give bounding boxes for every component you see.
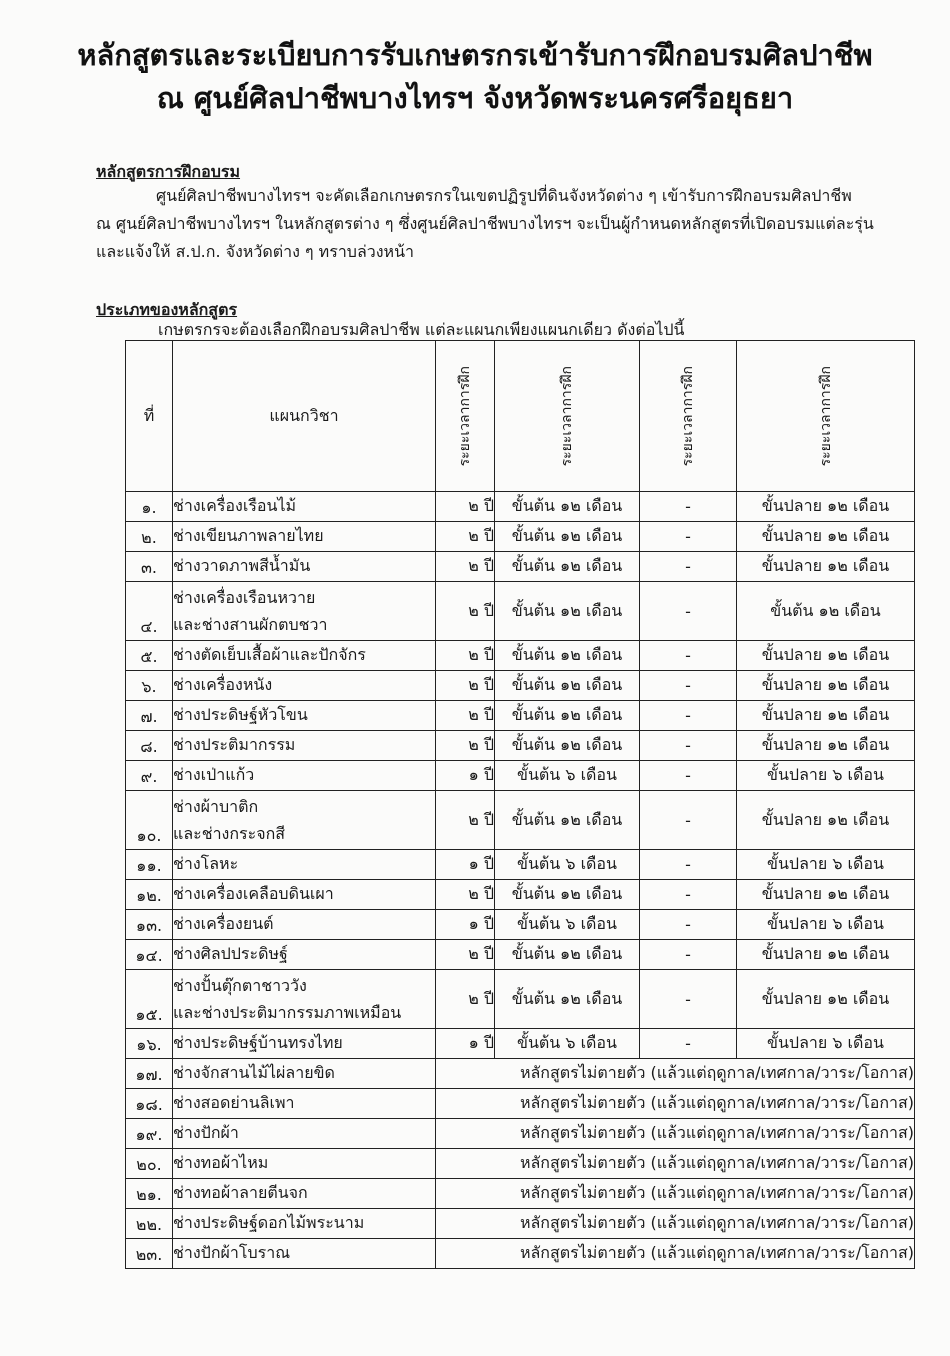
period-3-value: ขั้นปลาย ๖ เดือน [737, 1029, 915, 1059]
table-row [126, 1209, 915, 1239]
department-name: ช่างเครื่องหนัง [173, 671, 436, 701]
period-1-value: ขั้นต้น ๑๒ เดือน [495, 731, 640, 761]
period-1-value: ขั้นต้น ๑๒ เดือน [495, 582, 640, 641]
table-header-row [126, 341, 915, 492]
period-1-value: ขั้นต้น ๑๒ เดือน [495, 492, 640, 522]
period-1-value: ขั้นต้น ๑๒ เดือน [495, 701, 640, 731]
header-department: แผนกวิชา [173, 341, 436, 492]
table-row [126, 970, 915, 1029]
period-2-value: - [640, 641, 737, 671]
section-heading-course-types: ประเภทของหลักสูตร [96, 300, 238, 319]
period-3-value: ขั้นต้น ๑๒ เดือน [737, 582, 915, 641]
table-row [126, 1239, 915, 1269]
department-name: ช่างเครื่องเคลือบดินเผา [173, 880, 436, 910]
period-3-value: ขั้นปลาย ๑๒ เดือน [737, 791, 915, 850]
row-number: ๑๙. [126, 1119, 173, 1149]
course-duration: ๒ ปี [436, 522, 495, 552]
department-name-line-1: ช่างเครื่องเรือนหวาย [173, 588, 316, 607]
row-number: ๑๓. [126, 910, 173, 940]
period-3-value: ขั้นปลาย ๑๒ เดือน [737, 522, 915, 552]
course-duration: ๒ ปี [436, 880, 495, 910]
row-number: ๒๓. [126, 1239, 173, 1269]
period-3-value: ขั้นปลาย ๖ เดือน [737, 761, 915, 791]
department-name: ช่างปักผ้าโบราณ [173, 1239, 436, 1269]
period-2-value: - [640, 850, 737, 880]
row-number: ๕. [126, 641, 173, 671]
header-no: ที่ [126, 341, 173, 492]
course-duration: ๒ ปี [436, 641, 495, 671]
table-row [126, 1059, 915, 1089]
period-2-value: - [640, 552, 737, 582]
row-number: ๑๐. [126, 791, 173, 850]
paragraph-line: และแจ้งให้ ส.ป.ก. จังหวัดต่าง ๆ ทราบล่วงหน้า [96, 242, 415, 261]
paragraph-line: ศูนย์ศิลปาชีพบางไทรฯ จะคัดเลือกเกษตรกรในเขตปฏิรูปที่ดินจังหวัดต่าง ๆ เข้ารับการฝึกอบรมศิลปาชีพ [156, 186, 852, 205]
period-1-value: ขั้นต้น ๑๒ เดือน [495, 552, 640, 582]
period-3-value: ขั้นปลาย ๖ เดือน [737, 850, 915, 880]
table-row [126, 880, 915, 910]
department-name: ช่างวาดภาพสีน้ำมัน [173, 552, 436, 582]
course-duration: ๒ ปี [436, 582, 495, 641]
department-name-line-2: และช่างกระจกสี [173, 824, 286, 843]
table-row [126, 910, 915, 940]
period-2-value: - [640, 1029, 737, 1059]
period-2-value: - [640, 791, 737, 850]
period-3-value: ขั้นปลาย ๑๒ เดือน [737, 671, 915, 701]
row-number: ๑๗. [126, 1059, 173, 1089]
period-1-value: ขั้นต้น ๑๒ เดือน [495, 671, 640, 701]
period-2-value: - [640, 671, 737, 701]
table-row [126, 671, 915, 701]
table-row [126, 940, 915, 970]
period-1-value: ขั้นต้น ๑๒ เดือน [495, 522, 640, 552]
table-body [126, 492, 915, 1269]
table-row [126, 1149, 915, 1179]
header-period-3: ระยะเวลาการฝึก [737, 341, 915, 492]
period-1-value: ขั้นต้น ๑๒ เดือน [495, 791, 640, 850]
row-number: ๒๒. [126, 1209, 173, 1239]
period-2-value: - [640, 492, 737, 522]
row-number: ๑. [126, 492, 173, 522]
table-row [126, 731, 915, 761]
period-1-value: ขั้นต้น ๖ เดือน [495, 1029, 640, 1059]
department-name: ช่างประดิษฐ์หัวโขน [173, 701, 436, 731]
department-name: ช่างประดิษฐ์บ้านทรงไทย [173, 1029, 436, 1059]
period-2-value: - [640, 761, 737, 791]
department-name: ช่างเขียนภาพลายไทย [173, 522, 436, 552]
department-name: ช่างทอผ้าไหม [173, 1149, 436, 1179]
course-duration: ๒ ปี [436, 552, 495, 582]
header-duration: ระยะเวลาการฝึก [436, 341, 495, 492]
row-number: ๒๑. [126, 1179, 173, 1209]
row-number: ๓. [126, 552, 173, 582]
table-row [126, 552, 915, 582]
department-name: ช่างเป่าแก้ว [173, 761, 436, 791]
period-2-value: - [640, 880, 737, 910]
course-duration: ๑ ปี [436, 910, 495, 940]
period-2-value: - [640, 910, 737, 940]
table-row [126, 1119, 915, 1149]
period-1-value: ขั้นต้น ๑๒ เดือน [495, 970, 640, 1029]
period-3-value: ขั้นปลาย ๑๒ เดือน [737, 492, 915, 522]
course-note: หลักสูตรไม่ตายตัว (แล้วแต่ฤดูกาล/เทศกาล/วาระ/โอกาส) [436, 1239, 915, 1269]
period-2-value: - [640, 731, 737, 761]
period-3-value: ขั้นปลาย ๑๒ เดือน [737, 970, 915, 1029]
row-number: ๑๔. [126, 940, 173, 970]
department-name [173, 970, 436, 1029]
table-row [126, 850, 915, 880]
row-number: ๑๒. [126, 880, 173, 910]
header-period-1: ระยะเวลาการฝึก [495, 341, 640, 492]
period-3-value: ขั้นปลาย ๖ เดือน [737, 910, 915, 940]
period-2-value: - [640, 940, 737, 970]
table-row [126, 522, 915, 552]
period-1-value: ขั้นต้น ๑๒ เดือน [495, 940, 640, 970]
course-note: หลักสูตรไม่ตายตัว (แล้วแต่ฤดูกาล/เทศกาล/วาระ/โอกาส) [436, 1089, 915, 1119]
table-row [126, 582, 915, 641]
period-3-value: ขั้นปลาย ๑๒ เดือน [737, 641, 915, 671]
period-3-value: ขั้นปลาย ๑๒ เดือน [737, 731, 915, 761]
department-name-line-2: และช่างสานผักตบชวา [173, 615, 328, 634]
period-3-value: ขั้นปลาย ๑๒ เดือน [737, 940, 915, 970]
section-heading-curriculum: หลักสูตรการฝึกอบรม [96, 162, 241, 181]
department-name: ช่างเครื่องเรือนไม้ [173, 492, 436, 522]
period-1-value: ขั้นต้น ๖ เดือน [495, 761, 640, 791]
table-row [126, 761, 915, 791]
department-name-line-2: และช่างประติมากรรมภาพเหมือน [173, 1003, 402, 1022]
course-duration: ๒ ปี [436, 492, 495, 522]
department-name: ช่างโลหะ [173, 850, 436, 880]
department-name: ช่างทอผ้าลายตีนจก [173, 1179, 436, 1209]
department-name: ช่างศิลปประดิษฐ์ [173, 940, 436, 970]
document-title-line-2: ณ ศูนย์ศิลปาชีพบางไทรฯ จังหวัดพระนครศรีอยุธยา [156, 81, 794, 115]
document-title-line-1: หลักสูตรและระเบียบการรับเกษตรกรเข้ารับการฝึกอบรมศิลปาชีพ [77, 38, 873, 72]
row-number: ๔. [126, 582, 173, 641]
period-3-value: ขั้นปลาย ๑๒ เดือน [737, 552, 915, 582]
department-name-line-1: ช่างผ้าบาติก [173, 797, 259, 816]
department-name-line-1: ช่างปั้นตุ๊กตาชาววัง [173, 976, 307, 995]
period-1-value: ขั้นต้น ๑๒ เดือน [495, 880, 640, 910]
table-row [126, 791, 915, 850]
table-row [126, 1029, 915, 1059]
course-note: หลักสูตรไม่ตายตัว (แล้วแต่ฤดูกาล/เทศกาล/วาระ/โอกาส) [436, 1059, 915, 1089]
course-duration: ๒ ปี [436, 970, 495, 1029]
course-duration: ๑ ปี [436, 761, 495, 791]
period-3-value: ขั้นปลาย ๑๒ เดือน [737, 701, 915, 731]
row-number: ๒๐. [126, 1149, 173, 1179]
row-number: ๙. [126, 761, 173, 791]
row-number: ๑๕. [126, 970, 173, 1029]
course-note: หลักสูตรไม่ตายตัว (แล้วแต่ฤดูกาล/เทศกาล/วาระ/โอกาส) [436, 1179, 915, 1209]
period-1-value: ขั้นต้น ๖ เดือน [495, 910, 640, 940]
department-name: ช่างประดิษฐ์ดอกไม้พระนาม [173, 1209, 436, 1239]
department-name: ช่างประติมากรรม [173, 731, 436, 761]
period-2-value: - [640, 970, 737, 1029]
row-number: ๒. [126, 522, 173, 552]
row-number: ๑๖. [126, 1029, 173, 1059]
department-name: ช่างจักสานไม้ไผ่ลายขิด [173, 1059, 436, 1089]
course-note: หลักสูตรไม่ตายตัว (แล้วแต่ฤดูกาล/เทศกาล/วาระ/โอกาส) [436, 1149, 915, 1179]
period-2-value: - [640, 701, 737, 731]
table-row [126, 641, 915, 671]
row-number: ๘. [126, 731, 173, 761]
course-duration: ๒ ปี [436, 701, 495, 731]
course-duration: ๒ ปี [436, 731, 495, 761]
department-name: ช่างเครื่องยนต์ [173, 910, 436, 940]
period-3-value: ขั้นปลาย ๑๒ เดือน [737, 880, 915, 910]
course-duration: ๑ ปี [436, 1029, 495, 1059]
table-row [126, 492, 915, 522]
department-name: ช่างปักผ้า [173, 1119, 436, 1149]
curriculum-paragraph [96, 182, 920, 266]
paragraph-line: ณ ศูนย์ศิลปาชีพบางไทรฯ ในหลักสูตรต่าง ๆ ซึ่งศูนย์ศิลปาชีพบางไทรฯ จะเป็นผู้กำหนดหลักสูตรที่เปิดอบรมแต่ละรุ่น [96, 214, 874, 233]
department-name: ช่างตัดเย็บเสื้อผ้าและปักจักร [173, 641, 436, 671]
course-table [125, 340, 915, 1269]
row-number: ๑๘. [126, 1089, 173, 1119]
table-row [126, 1179, 915, 1209]
table-row [126, 701, 915, 731]
row-number: ๖. [126, 671, 173, 701]
course-duration: ๒ ปี [436, 791, 495, 850]
course-note: หลักสูตรไม่ตายตัว (แล้วแต่ฤดูกาล/เทศกาล/วาระ/โอกาส) [436, 1209, 915, 1239]
course-duration: ๒ ปี [436, 671, 495, 701]
period-2-value: - [640, 522, 737, 552]
course-duration: ๒ ปี [436, 940, 495, 970]
course-note: หลักสูตรไม่ตายตัว (แล้วแต่ฤดูกาล/เทศกาล/วาระ/โอกาส) [436, 1119, 915, 1149]
period-1-value: ขั้นต้น ๑๒ เดือน [495, 641, 640, 671]
department-name [173, 791, 436, 850]
table-row [126, 1089, 915, 1119]
header-period-2: ระยะเวลาการฝึก [640, 341, 737, 492]
row-number: ๗. [126, 701, 173, 731]
course-duration: ๑ ปี [436, 850, 495, 880]
course-types-intro: เกษตรกรจะต้องเลือกฝึกอบรมศิลปาชีพ แต่ละแผนกเพียงแผนกเดียว ดังต่อไปนี้ [158, 320, 685, 339]
department-name [173, 582, 436, 641]
period-1-value: ขั้นต้น ๖ เดือน [495, 850, 640, 880]
department-name: ช่างสอดย่านลิเพา [173, 1089, 436, 1119]
period-2-value: - [640, 582, 737, 641]
row-number: ๑๑. [126, 850, 173, 880]
